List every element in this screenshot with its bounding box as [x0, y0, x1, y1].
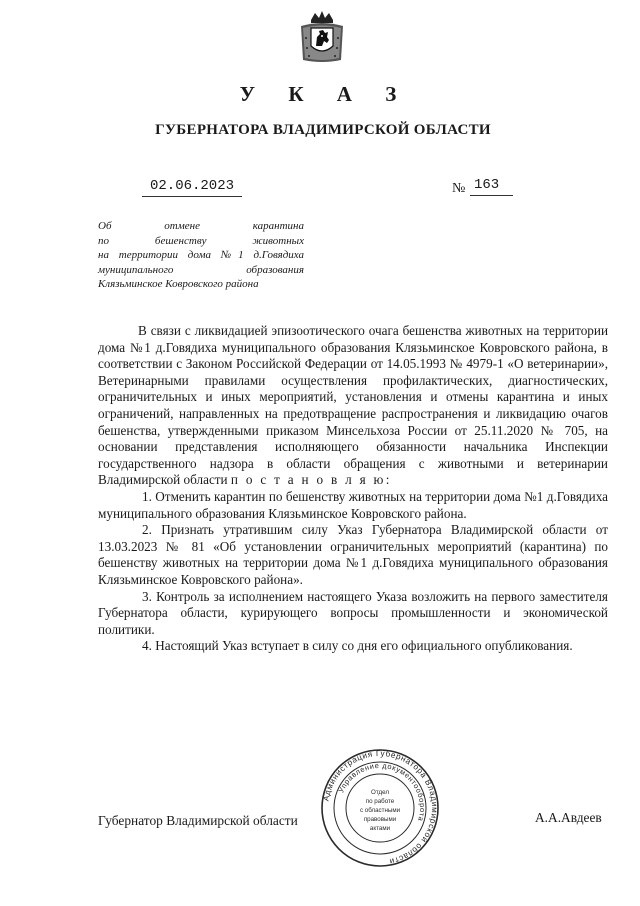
topic-line: Об отмене карантина	[98, 220, 304, 232]
decree-item-3: 3. Контроль за исполнением настоящего Указа возложить на первого заместителя Губернатора области, курирующего вопросы промышленности и экономической политики.	[98, 588, 608, 637]
decree-item-2: 2. Признать утратившим силу Указ Губернатора Владимирской области от 13.03.2023 № 81 «Об установлении ограничительных мероприятий (карантина) по бешенству животных на территории дома №1 д.Говядиха муниципального образования Клязьминское Ковровского района».	[98, 522, 608, 587]
stamp-outer-text: Администрация Губернатора Владимирской области	[321, 748, 440, 867]
preamble-text: В связи с ликвидацией эпизоотического очага бешенства животных на территории дома №1 д.Говядиха муниципального образования Клязьминское Ковровского района, в соответствии с Законом Российской Федерации от 14.05.1993 № 4979-1 «О ветеринарии», Ветеринарными правилами осуществления профилактических, диагностических, ограничительных и иных мероприятий, установления и отмены карантина и иных ограничений, направленных на предотвращение распространения и ликвидацию очагов бешенства, утвержденными приказом Минсельхоза России от 25.11.2020 № 705, на основании представления исполняющего обязанности начальника Инспекции государственного надзора в области обращения с животными и ветеринарии Владимирской области	[98, 323, 608, 488]
decree-item-4: 4. Настоящий Указ вступает в силу со дня его официального опубликования.	[142, 638, 573, 654]
decree-body	[98, 323, 608, 655]
signatory-name: А.А.Авдеев	[535, 810, 602, 825]
stamp-middle-text: Управление документооборота	[336, 760, 428, 823]
document-subtitle: ГУБЕРНАТОРА ВЛАДИМИРСКОЙ ОБЛАСТИ	[155, 122, 491, 138]
stamp-inner-line: Отдел	[371, 789, 389, 796]
topic-line: муниципального образования	[98, 263, 304, 276]
decree-item-1: 1. Отменить карантин по бешенству животных на территории дома №1 д.Говядиха муниципального образования Клязьминское Ковровского района.	[98, 488, 608, 521]
preamble-paragraph	[98, 323, 608, 489]
stamp-inner-line: актами	[369, 825, 391, 832]
topic-line: Клязьминское Ковровского района	[98, 278, 259, 291]
signatory-position: Губернатор Владимирской области	[98, 813, 298, 828]
number-sign: №	[452, 181, 466, 196]
decree-word: п о с т а н о в л я ю:	[230, 472, 392, 488]
stamp-inner-line: с областными	[359, 807, 401, 814]
official-stamp	[320, 748, 440, 868]
topic-line: по бешенству животных	[98, 234, 304, 247]
coat-of-arms-icon	[297, 10, 347, 64]
topic-line: на территории дома №1 д.Говядиха	[98, 249, 304, 262]
decree-topic	[98, 219, 304, 292]
stamp-inner-line: правовыми	[363, 816, 397, 823]
stamp-inner-line: по работе	[365, 798, 395, 805]
decree-number: 163	[472, 177, 513, 193]
decree-date: 02.06.2023	[150, 178, 235, 194]
document-title: У К А З	[239, 82, 411, 106]
